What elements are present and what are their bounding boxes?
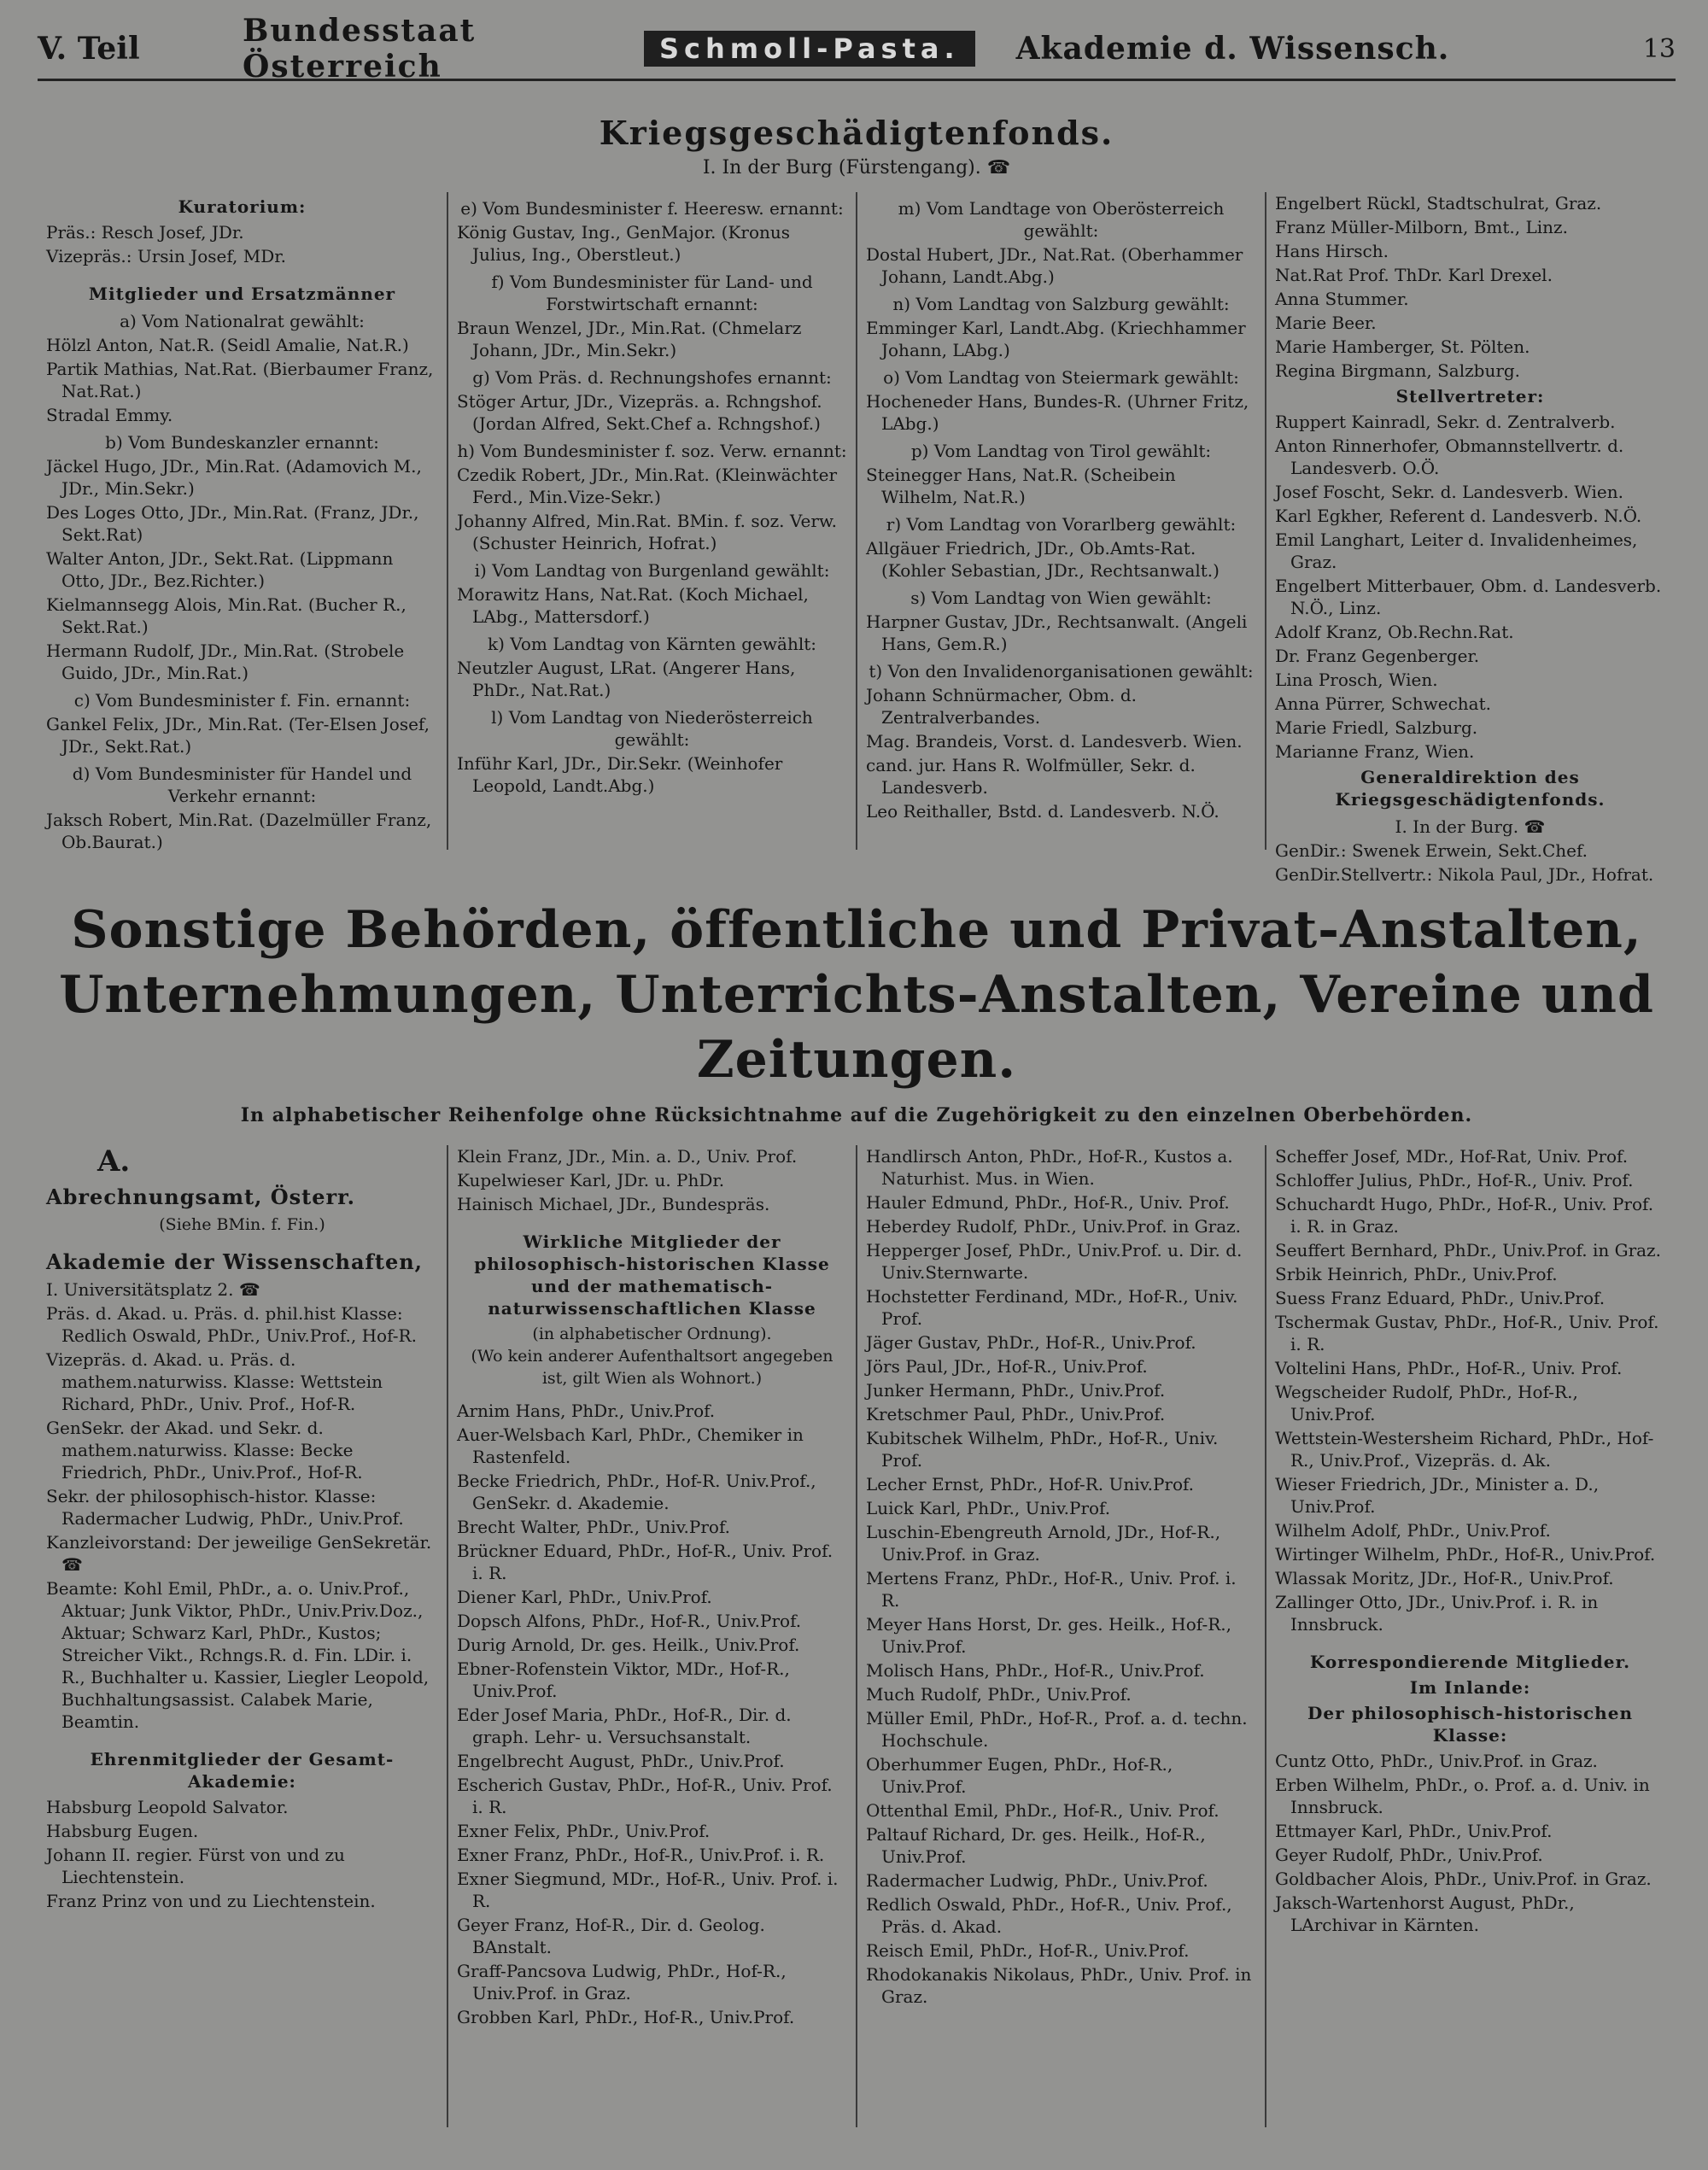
list-item: Müller Emil, PhDr., Hof-R., Prof. a. d. techn. Hochschule. [866,1708,1248,1751]
list-item: Dopsch Alfons, PhDr., Hof-R., Univ.Prof. [457,1611,802,1631]
list-item: Anton Rinnerhofer, Obmannstellvertr. d. Landesverb. O.Ö. [1275,436,1624,478]
list-item: Paltauf Richard, Dr. ges. Heilk., Hof-R., Univ.Prof. [866,1824,1206,1867]
list-item: Partik Mathias, Nat.Rat. (Bierbaumer Franz, Nat.Rat.) [46,359,434,401]
subheading: p) Vom Landtag von Tirol gewählt: [910,441,1212,461]
directory-column-1 [38,1145,447,2127]
list-item: Lecher Ernst, PhDr., Hof-R. Univ.Prof. [866,1474,1195,1494]
list-item: Goldbacher Alois, PhDr., Univ.Prof. in Graz. [1275,1869,1652,1889]
subheading: e) Vom Bundesminister f. Heeresw. ernannt: [460,198,844,219]
spacer [46,1734,438,1745]
list-item: Hölzl Anton, Nat.R. (Seidl Amalie, Nat.R.) [46,335,409,355]
subheading: s) Vom Landtag von Wien gewählt: [910,588,1212,608]
list-item: Arnim Hans, PhDr., Univ.Prof. [457,1401,716,1421]
heading: Abrechnungsamt, Österr. [46,1184,355,1209]
list-item: Johann Schnürmacher, Obm. d. Zentralverbandes. [866,685,1138,728]
list-item: Cuntz Otto, PhDr., Univ.Prof. in Graz. [1275,1751,1598,1771]
list-item: Handlirsch Anton, PhDr., Hof-R., Kustos a. Naturhist. Mus. in Wien. [866,1146,1233,1189]
list-item: GenSekr. der Akad. und Sekr. d. mathem.naturwiss. Klasse: Becke Friedrich, PhDr., Univ.Prof., Hof-R. [46,1418,363,1483]
list-item: Ruppert Kainradl, Sekr. d. Zentralverb. [1275,412,1616,432]
list-item: Walter Anton, JDr., Sekt.Rat. (Lippmann Otto, JDr., Bez.Richter.) [46,548,394,591]
list-item: Wirtinger Wilhelm, PhDr., Hof-R., Univ.Prof. [1275,1544,1656,1565]
list-item: Mag. Brandeis, Vorst. d. Landesverb. Wien. [866,731,1243,752]
list-item: Morawitz Hans, Nat.Rat. (Koch Michael, LAbg., Mattersdorf.) [457,584,809,627]
list-item: Hainisch Michael, JDr., Bundespräs. [457,1194,770,1214]
list-item: Kanzleivorstand: Der jeweilige GenSekretär. ☎ [46,1532,432,1575]
list-item: Junker Hermann, PhDr., Univ.Prof. [866,1380,1166,1401]
list-item: Josef Foscht, Sekr. d. Landesverb. Wien. [1275,482,1623,502]
list-item: Harpner Gustav, JDr., Rechtsanwalt. (Angeli Hans, Gem.R.) [866,611,1248,654]
list-item: Präs. d. Akad. u. Präs. d. phil.hist Klasse: Redlich Oswald, PhDr., Univ.Prof., Hof-R. [46,1303,417,1346]
list-item: Reisch Emil, PhDr., Hof-R., Univ.Prof. [866,1940,1190,1961]
list-item: Emminger Karl, Landt.Abg. (Kriechhammer Johann, LAbg.) [866,318,1246,360]
list-item: Wilhelm Adolf, PhDr., Univ.Prof. [1275,1520,1551,1541]
subheading: l) Vom Landtag von Niederösterreich gewählt: [491,707,813,750]
list-item: Erben Wilhelm, PhDr., o. Prof. a. d. Univ. in Innsbruck. [1275,1775,1650,1817]
note: (Siehe BMin. f. Fin.) [159,1215,325,1234]
list-item: Adolf Kranz, Ob.Rechn.Rat. [1275,622,1514,642]
list-item: Jäckel Hugo, JDr., Min.Rat. (Adamovich M., JDr., Min.Sekr.) [46,456,422,499]
list-item: Beamte: Kohl Emil, PhDr., a. o. Univ.Prof., Aktuar; Junk Viktor, PhDr., Univ.Priv.Doz., Aktuar; Schwarz Karl, PhDr., Kustos; Streicher Vikt., Rchngs.R. d. Fin. LDir. i. R., Buchhalter u. Kassier, Liegler Leopold, Buchhaltungsassist. Calabek Marie, Beamtin. [46,1578,430,1732]
list-item: Marie Beer. [1275,313,1377,333]
list-item: Escherich Gustav, PhDr., Hof-R., Univ. Prof. i. R. [457,1775,833,1817]
list-item: Brückner Eduard, PhDr., Hof-R., Univ. Prof. i. R. [457,1541,834,1583]
ordering-note: In alphabetischer Reihenfolge ohne Rücksichtnahme auf die Zugehörigkeit zu den einzelnen Oberbehörden. [240,1104,1473,1126]
directory-column-1-list [46,1184,438,1912]
list-item: Engelbrecht August, PhDr., Univ.Prof. [457,1751,785,1771]
list-item: Jäger Gustav, PhDr., Hof-R., Univ.Prof. [866,1332,1196,1353]
list-item: Anna Stummer. [1275,289,1409,309]
spacer [457,1389,847,1400]
kriegs-column-2 [447,192,856,850]
list-item: Steinegger Hans, Nat.R. (Scheibein Wilhelm, Nat.R.) [866,465,1176,507]
list-item: Hauler Edmund, PhDr., Hof-R., Univ. Prof. [866,1192,1230,1213]
note: (Wo kein anderer Aufenthaltsort angegeben ist, gilt Wien als Wohnort.) [471,1347,834,1388]
list-item: Franz Müller-Milborn, Bmt., Linz. [1275,217,1568,237]
list-item: Zallinger Otto, JDr., Univ.Prof. i. R. in Innsbruck. [1275,1592,1599,1635]
list-item: Sekr. der philosophisch-histor. Klasse: Radermacher Ludwig, PhDr., Univ.Prof. [46,1486,404,1529]
list-item: Oberhummer Eugen, PhDr., Hof-R., Univ.Prof. [866,1754,1173,1797]
list-item: Rhodokanakis Nikolaus, PhDr., Univ. Prof. in Graz. [866,1964,1252,2007]
list-item: Diener Karl, PhDr., Univ.Prof. [457,1587,712,1607]
heading: Akademie der Wissenschaften, [46,1249,424,1274]
list-item: Hochstetter Ferdinand, MDr., Hof-R., Univ. Prof. [866,1286,1238,1329]
heading: Der philosophisch-historischen Klasse: [1307,1703,1633,1746]
list-item: Stradal Emmy. [46,405,173,425]
list-item: Karl Egkher, Referent d. Landesverb. N.Ö. [1275,506,1642,526]
list-item: Wegscheider Rudolf, PhDr., Hof-R., Univ.Prof. [1275,1382,1578,1424]
kriegs-columns [38,192,1676,885]
list-item: Marie Hamberger, St. Pölten. [1275,336,1530,357]
list-item: Much Rudolf, PhDr., Univ.Prof. [866,1684,1132,1705]
kriegs-column-4 [1265,192,1674,885]
heading: Wirkliche Mitglieder der philosophisch-historischen Klasse und der mathematisch-naturwissenschaftlichen Klasse [474,1231,830,1319]
spacer [46,1236,438,1246]
header-right-title: Akademie d. Wissensch. [1015,31,1450,67]
list-item: I. Universitätsplatz 2. ☎ [46,1279,260,1300]
heading: Generaldirektion des Kriegsgeschädigtenfonds. [1335,767,1606,810]
list-item: Scheffer Josef, MDr., Hof-Rat, Univ. Prof. [1275,1146,1629,1167]
header-left-title: Bundesstaat Österreich [243,13,477,85]
list-item: Emil Langhart, Leiter d. Invalidenheimes, Graz. [1275,529,1638,572]
heading: Kuratorium: [178,196,307,217]
list-item: Mertens Franz, PhDr., Hof-R., Univ. Prof. i. R. [866,1568,1237,1611]
list-item: Molisch Hans, PhDr., Hof-R., Univ.Prof. [866,1660,1205,1681]
heading: Im Inlande: [1409,1677,1531,1698]
heading: Stellvertreter: [1395,386,1545,407]
part-label: V. Teil [38,31,140,67]
section-title: Kriegsgeschädigtenfonds. [599,114,1114,152]
list-item: Hocheneder Hans, Bundes-R. (Uhrner Fritz, LAbg.) [866,391,1249,434]
advertisement-banner: Schmoll-Pasta. [644,31,975,67]
list-item: Luick Karl, PhDr., Univ.Prof. [866,1498,1111,1518]
list-item: Vizepräs.: Ursin Josef, MDr. [46,246,286,266]
list-item: Hans Hirsch. [1275,241,1389,261]
list-item: Wieser Friedrich, JDr., Minister a. D., Univ.Prof. [1275,1474,1600,1517]
list-item: GenDir.: Swenek Erwein, Sekt.Chef. [1275,840,1588,861]
subheading: o) Vom Landtag von Steiermark gewählt: [883,367,1239,388]
list-item: Inführ Karl, JDr., Dir.Sekr. (Weinhofer Leopold, Landt.Abg.) [457,753,783,796]
list-item: Redlich Oswald, PhDr., Hof-R., Univ. Prof., Präs. d. Akad. [866,1894,1232,1937]
list-item: Seuffert Bernhard, PhDr., Univ.Prof. in Graz. [1275,1240,1661,1260]
page-number: 13 [1642,33,1676,64]
subheading: b) Vom Bundeskanzler ernannt: [105,432,379,453]
list-item: Meyer Hans Horst, Dr. ges. Heilk., Hof-R., Univ.Prof. [866,1614,1231,1657]
kriegs-column-3 [856,192,1265,850]
directory-column-3 [856,1145,1265,2127]
list-item: Marie Friedl, Salzburg. [1275,717,1478,738]
directory-column-2 [447,1145,856,2127]
letter-heading: A. [97,1144,131,1179]
list-item: Dr. Franz Gegenberger. [1275,646,1480,666]
list-item: cand. jur. Hans R. Wolfmüller, Sekr. d. Landesverb. [866,755,1196,798]
list-item: Schloffer Julius, PhDr., Hof-R., Univ. Prof. [1275,1170,1634,1190]
list-item: Ottenthal Emil, PhDr., Hof-R., Univ. Prof. [866,1800,1220,1821]
list-item: Habsburg Eugen. [46,1821,199,1841]
list-item: Ettmayer Karl, PhDr., Univ.Prof. [1275,1821,1553,1841]
subheading: d) Vom Bundesminister für Handel und Verkehr ernannt: [72,763,412,806]
section-address: I. In der Burg (Fürstengang). ☎ [702,157,1011,178]
subheading: m) Vom Landtage von Oberösterreich gewählt: [898,198,1225,241]
spacer [457,1217,847,1227]
subheading: I. In der Burg. ☎ [1395,816,1546,837]
list-item: Kubitschek Wilhelm, PhDr., Hof-R., Univ. Prof. [866,1428,1219,1471]
list-item: Allgäuer Friedrich, JDr., Ob.Amts-Rat. (Kohler Sebastian, JDr., Rechtsanwalt.) [866,538,1220,581]
list-item: Engelbert Mitterbauer, Obm. d. Landesverb. N.Ö., Linz. [1275,576,1662,618]
kriegs-column-1 [38,192,447,850]
list-item: Engelbert Rückl, Stadtschulrat, Graz. [1275,193,1602,213]
list-item: Des Loges Otto, JDr., Min.Rat. (Franz, JDr., Sekt.Rat) [46,502,419,545]
list-item: Leo Reithaller, Bstd. d. Landesverb. N.Ö. [866,801,1220,822]
list-item: Durig Arnold, Dr. ges. Heilk., Univ.Prof. [457,1635,800,1655]
list-item: Franz Prinz von und zu Liechtenstein. [46,1891,376,1911]
subheading: c) Vom Bundesminister f. Fin. ernannt: [73,690,411,711]
heading: Mitglieder und Ersatzmänner [88,284,396,304]
list-item: Lina Prosch, Wien. [1275,670,1438,690]
list-item: Dostal Hubert, JDr., Nat.Rat. (Oberhammer Johann, Landt.Abg.) [866,244,1243,287]
spacer [1275,1637,1665,1647]
list-item: Kretschmer Paul, PhDr., Univ.Prof. [866,1404,1166,1424]
list-item: Heberdey Rudolf, PhDr., Univ.Prof. in Graz. [866,1216,1242,1237]
list-item: Exner Felix, PhDr., Univ.Prof. [457,1821,711,1841]
list-item: König Gustav, Ing., GenMajor. (Kronus Julius, Ing., Oberstleut.) [457,222,791,265]
list-item: Johanny Alfred, Min.Rat. BMin. f. soz. Verw. (Schuster Heinrich, Hofrat.) [457,511,837,553]
spacer [46,269,438,279]
list-item: Eder Josef Maria, PhDr., Hof-R., Dir. d. graph. Lehr- u. Versuchsanstalt. [457,1705,792,1747]
list-item: Gankel Felix, JDr., Min.Rat. (Ter-Elsen Josef, JDr., Sekt.Rat.) [46,714,430,757]
list-item: Srbik Heinrich, PhDr., Univ.Prof. [1275,1264,1558,1284]
list-item: Jaksch-Wartenhorst August, PhDr., LArchivar in Kärnten. [1275,1892,1575,1935]
list-item: Habsburg Leopold Salvator. [46,1797,289,1817]
list-item: Vizepräs. d. Akad. u. Präs. d. mathem.naturwiss. Klasse: Wettstein Richard, PhDr., Univ. Prof., Hof-R. [46,1349,383,1414]
list-item: Anna Pürrer, Schwechat. [1275,693,1491,714]
list-item: Geyer Rudolf, PhDr., Univ.Prof. [1275,1845,1543,1865]
heading: Ehrenmitglieder der Gesamt-Akademie: [90,1749,395,1792]
list-item: Exner Siegmund, MDr., Hof-R., Univ. Prof. i. R. [457,1869,839,1911]
heading: Korrespondierende Mitglieder. [1309,1652,1631,1672]
list-item: Becke Friedrich, PhDr., Hof-R. Univ.Prof., GenSekr. d. Akademie. [457,1471,816,1513]
subheading: r) Vom Landtag von Vorarlberg gewählt: [886,514,1237,535]
list-item: Radermacher Ludwig, PhDr., Univ.Prof. [866,1870,1208,1891]
directory-columns [38,1145,1676,2127]
list-item: Ebner-Rofenstein Viktor, MDr., Hof-R., Univ.Prof. [457,1658,790,1701]
note: (in alphabetischer Ordnung). [532,1325,772,1343]
list-item: Tschermak Gustav, PhDr., Hof-R., Univ. Prof. i. R. [1275,1312,1659,1354]
subheading: h) Vom Bundesminister f. soz. Verw. ernannt: [457,441,847,461]
list-item: Marianne Franz, Wien. [1275,741,1475,762]
subheading: i) Vom Landtag von Burgenland gewählt: [474,560,830,581]
list-item: Neutzler August, LRat. (Angerer Hans, PhDr., Nat.Rat.) [457,658,796,700]
list-item: Graff-Pancsova Ludwig, PhDr., Hof-R., Univ.Prof. in Graz. [457,1961,787,2003]
list-item: Suess Franz Eduard, PhDr., Univ.Prof. [1275,1288,1606,1308]
list-item: Jaksch Robert, Min.Rat. (Dazelmüller Franz, Ob.Baurat.) [46,810,432,852]
list-item: Jörs Paul, JDr., Hof-R., Univ.Prof. [866,1356,1148,1377]
subheading: n) Vom Landtag von Salzburg gewählt: [892,294,1230,314]
subheading: k) Vom Landtag von Kärnten gewählt: [488,634,816,654]
list-item: Hepperger Josef, PhDr., Univ.Prof. u. Dir. d. Univ.Sternwarte. [866,1240,1243,1283]
list-item: Wettstein-Westersheim Richard, PhDr., Hof-R., Univ.Prof., Vizepräs. d. Ak. [1275,1428,1654,1471]
subheading: t) Von den Invalidenorganisationen gewählt: [869,661,1254,681]
directory-column-4 [1265,1145,1674,2127]
subheading: a) Vom Nationalrat gewählt: [120,311,365,331]
list-item: Nat.Rat Prof. ThDr. Karl Drexel. [1275,265,1553,285]
list-item: Johann II. regier. Fürst von und zu Liechtenstein. [46,1845,345,1887]
list-item: Kielmannsegg Alois, Min.Rat. (Bucher R., Sekt.Rat.) [46,594,407,637]
list-item: Geyer Franz, Hof-R., Dir. d. Geolog. BAnstalt. [457,1915,765,1957]
list-item: Grobben Karl, PhDr., Hof-R., Univ.Prof. [457,2007,795,2027]
list-item: GenDir.Stellvertr.: Nikola Paul, JDr., Hofrat. [1275,864,1654,885]
page-header [38,13,1676,85]
list-item: Schuchardt Hugo, PhDr., Hof-R., Univ. Prof. i. R. in Graz. [1275,1194,1654,1237]
list-item: Regina Birgmann, Salzburg. [1275,360,1521,381]
subheading: f) Vom Bundesminister für Land- und Forstwirtschaft ernannt: [491,272,813,314]
list-item: Czedik Robert, JDr., Min.Rat. (Kleinwächter Ferd., Min.Vize-Sekr.) [457,465,838,507]
list-item: Wlassak Moritz, JDr., Hof-R., Univ.Prof. [1275,1568,1614,1588]
list-item: Auer-Welsbach Karl, PhDr., Chemiker in Rastenfeld. [457,1424,804,1467]
list-item: Hermann Rudolf, JDr., Min.Rat. (Strobele Guido, JDr., Min.Rat.) [46,640,405,683]
list-item: Brecht Walter, PhDr., Univ.Prof. [457,1517,730,1537]
main-heading: Sonstige Behörden, öffentliche und Privat-Anstalten, Unternehmungen, Unterrichts-Anstalten, Vereine und Zeitungen. [59,900,1654,1090]
list-item: Voltelini Hans, PhDr., Hof-R., Univ. Prof. [1275,1358,1623,1378]
list-item: Präs.: Resch Josef, JDr. [46,222,244,243]
list-item: Stöger Artur, JDr., Vizepräs. a. Rchngshof. (Jordan Alfred, Sekt.Chef a. Rchngshof.) [457,391,822,434]
list-item: Luschin-Ebengreuth Arnold, JDr., Hof-R., Univ.Prof. in Graz. [866,1522,1221,1565]
list-item: Braun Wenzel, JDr., Min.Rat. (Chmelarz Johann, JDr., Min.Sekr.) [457,318,802,360]
subheading: g) Vom Präs. d. Rechnungshofes ernannt: [472,367,832,388]
list-item: Kupelwieser Karl, JDr. u. PhDr. [457,1170,725,1190]
list-item: Exner Franz, PhDr., Hof-R., Univ.Prof. i. R. [457,1845,825,1865]
list-item: Klein Franz, JDr., Min. a. D., Univ. Prof. [457,1146,798,1167]
